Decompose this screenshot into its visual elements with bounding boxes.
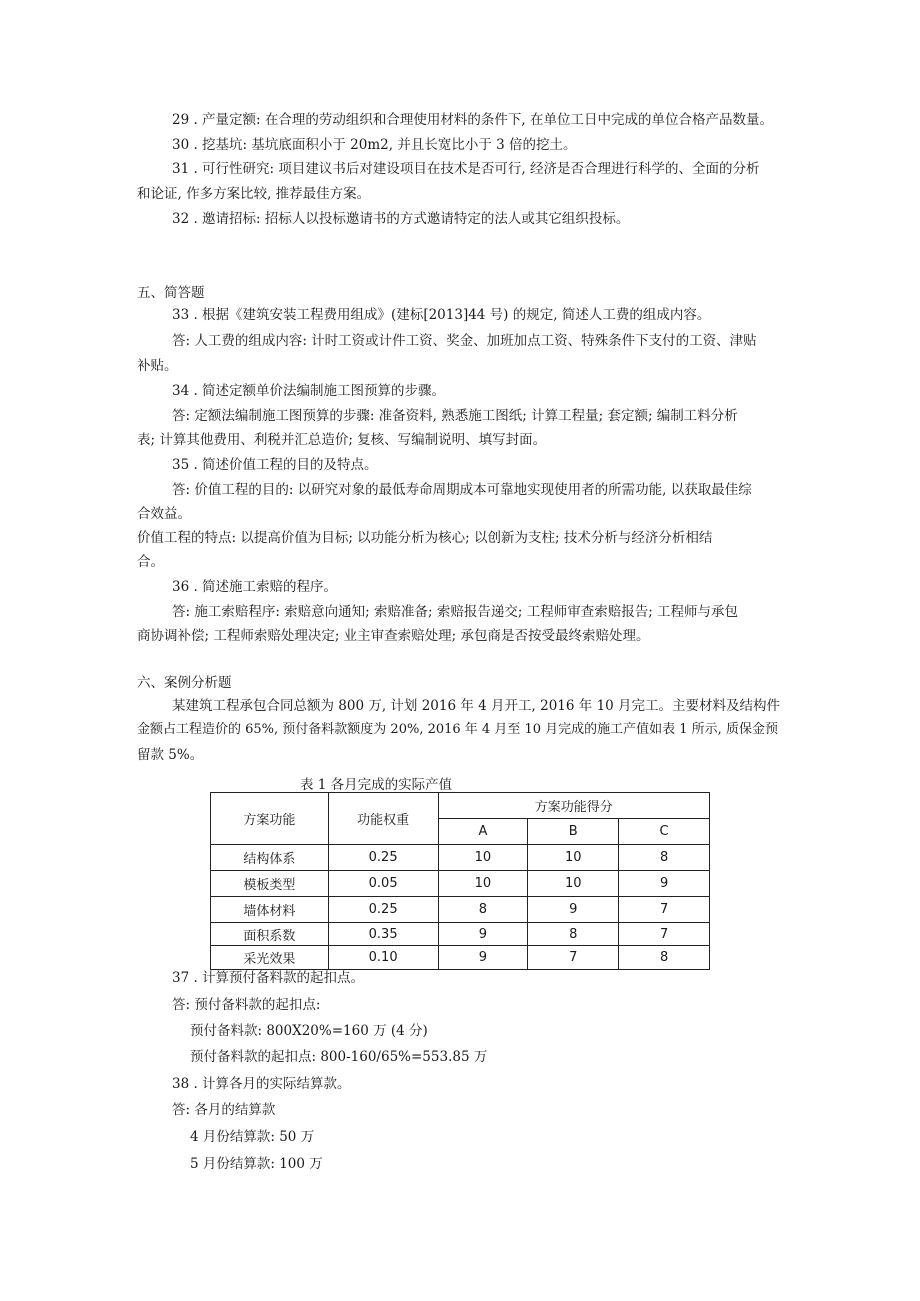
- case-text-line3: 留款 5%。: [137, 747, 204, 763]
- answer-37-line3: 预付备料款的起扣点: 800-160/65%=553.85 万: [190, 1049, 488, 1065]
- definition-29: 29 . 产量定额: 在合理的劳动组织和合理使用材料的条件下, 在单位工日中完成的单位合格产品数量。: [172, 112, 773, 128]
- row-weight: 0.10: [328, 946, 438, 970]
- row-score-c: 7: [619, 897, 710, 923]
- answer-35-line3: 价值工程的特点: 以提高价值为目标; 以功能分析为核心; 以创新为支柱; 技术分析与经济分析相结: [137, 530, 713, 546]
- row-score-b: 7: [528, 946, 619, 970]
- row-score-a: 10: [438, 871, 528, 897]
- row-score-b: 9: [528, 897, 619, 923]
- section-heading-5: 五、简答题: [137, 285, 205, 301]
- row-weight: 0.25: [328, 845, 438, 871]
- question-38: 38 . 计算各月的实际结算款。: [172, 1076, 351, 1092]
- answer-33-line1: 答: 人工费的组成内容: 计时工资或计件工资、奖金、加班加点工资、特殊条件下支付的工资、津贴: [172, 333, 757, 349]
- header-weight: 功能权重: [328, 793, 438, 845]
- row-score-b: 8: [528, 923, 619, 946]
- row-score-c: 8: [619, 946, 710, 970]
- definition-32: 32 . 邀请招标: 招标人以投标邀请书的方式邀请特定的法人或其它组织投标。: [172, 211, 630, 227]
- answer-36-line2: 商协调补偿; 工程师索赔处理决定; 业主审查索赔处理; 承包商是否按受最终索赔处理。: [137, 628, 650, 644]
- header-plan-c: C: [619, 819, 710, 845]
- row-name: 模板类型: [211, 871, 329, 897]
- header-function: 方案功能: [211, 793, 329, 845]
- row-score-b: 10: [528, 845, 619, 871]
- answer-34-line2: 表; 计算其他费用、利税并汇总造价; 复核、写编制说明、填写封面。: [137, 432, 547, 448]
- row-score-c: 7: [619, 923, 710, 946]
- table-row: [211, 897, 710, 923]
- row-score-c: 9: [619, 871, 710, 897]
- question-35: 35 . 简述价值工程的目的及特点。: [172, 457, 378, 473]
- row-weight: 0.05: [328, 871, 438, 897]
- definition-31-line2: 和论证, 作多方案比较, 推荐最佳方案。: [137, 186, 371, 202]
- table-row: [211, 871, 710, 897]
- row-name: 墙体材料: [211, 897, 329, 923]
- row-name: 结构体系: [211, 845, 329, 871]
- answer-37-line1: 答: 预付备料款的起扣点:: [172, 997, 321, 1013]
- row-weight: 0.25: [328, 897, 438, 923]
- table-row: [211, 923, 710, 946]
- answer-34-line1: 答: 定额法编制施工图预算的步骤: 准备资料, 熟悉施工图纸; 计算工程量; 套定额; 编制工料分析: [172, 408, 738, 424]
- answer-35-line4: 合。: [137, 554, 164, 570]
- row-score-a: 9: [438, 946, 528, 970]
- answer-37-line2: 预付备料款: 800X20%=160 万 (4 分): [190, 1023, 428, 1039]
- case-text-line1: 某建筑工程承包合同总额为 800 万, 计划 2016 年 4 月开工, 2016 年 10 月完工。主要材料及结构件: [172, 698, 781, 714]
- answer-35-line1: 答: 价值工程的目的: 以研究对象的最低寿命周期成本可靠地实现使用者的所需功能, 以获取最佳综: [172, 482, 752, 498]
- row-score-a: 8: [438, 897, 528, 923]
- header-plan-a: A: [438, 819, 528, 845]
- row-name: 面积系数: [211, 923, 329, 946]
- question-36: 36 . 简述施工索赔的程序。: [172, 579, 338, 595]
- row-score-a: 9: [438, 923, 528, 946]
- row-score-b: 10: [528, 871, 619, 897]
- question-33: 33 . 根据《建筑安装工程费用组成》(建标[2013]44 号) 的规定, 简述人工费的组成内容。: [172, 307, 711, 323]
- question-37: 37 . 计算预付备料款的起扣点。: [172, 970, 365, 986]
- table-row: [211, 845, 710, 871]
- value-table: [210, 792, 710, 970]
- header-plan-b: B: [528, 819, 619, 845]
- row-score-c: 8: [619, 845, 710, 871]
- row-name: 采光效果: [211, 946, 329, 970]
- answer-38-line3: 5 月份结算款: 100 万: [190, 1156, 323, 1172]
- answer-38-line2: 4 月份结算款: 50 万: [190, 1129, 315, 1145]
- row-score-a: 10: [438, 845, 528, 871]
- answer-36-line1: 答: 施工索赔程序: 索赔意向通知; 索赔准备; 索赔报告递交; 工程师审查索赔报告; 工程师与承包: [172, 604, 739, 620]
- row-weight: 0.35: [328, 923, 438, 946]
- question-34: 34 . 简述定额单价法编制施工图预算的步骤。: [172, 383, 446, 399]
- answer-33-line2: 补贴。: [137, 358, 178, 374]
- case-text-line2: 金额占工程造价的 65%, 预付备料款额度为 20%, 2016 年 4 月至 10 月完成的施工产值如表 1 所示, 质保金预: [137, 722, 778, 737]
- header-score: 方案功能得分: [438, 793, 709, 819]
- definition-31-line1: 31 . 可行性研究: 项目建议书后对建设项目在技术是否可行, 经济是否合理进行科学的、全面的分析: [172, 161, 760, 177]
- table-caption: 表 1 各月完成的实际产值: [300, 777, 453, 793]
- section-heading-6: 六、案例分析题: [137, 675, 232, 691]
- definition-30: 30 . 挖基坑: 基坑底面积小于 20m2, 并且长宽比小于 3 倍的挖土。: [172, 137, 577, 153]
- answer-35-line2: 合效益。: [137, 506, 191, 522]
- answer-38-line1: 答: 各月的结算款: [172, 1102, 276, 1118]
- table-row: [211, 946, 710, 970]
